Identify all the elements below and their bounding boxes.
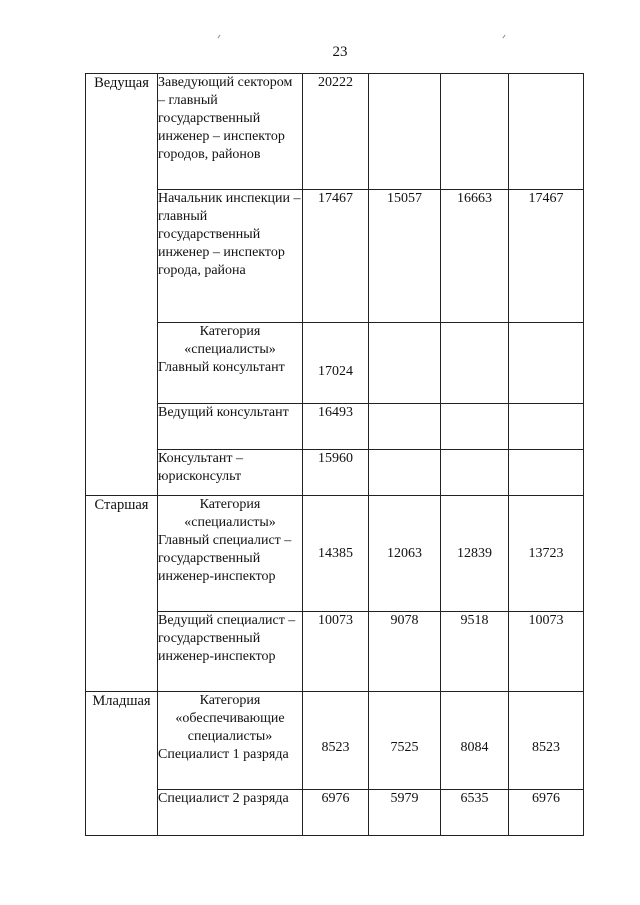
value-cell: 16493 bbox=[303, 404, 369, 450]
position-name: Главный консультант bbox=[158, 360, 285, 375]
value-cell: 6976 bbox=[509, 790, 584, 836]
value-cell: 13723 bbox=[509, 496, 584, 612]
value-cell: 15960 bbox=[303, 450, 369, 496]
salary-table bbox=[85, 73, 584, 836]
group-cell-senior: Старшая bbox=[86, 496, 158, 692]
value-cell: 20222 bbox=[303, 74, 369, 190]
page-number: 23 bbox=[332, 44, 348, 60]
value-cell: 6976 bbox=[303, 790, 369, 836]
value-cell: 17467 bbox=[303, 190, 369, 323]
value-cell: 14385 bbox=[303, 496, 369, 612]
value-cell: 6535 bbox=[441, 790, 509, 836]
table-row bbox=[86, 404, 584, 450]
position-name: Специалист 1 разряда bbox=[158, 747, 289, 762]
value-cell: 10073 bbox=[303, 612, 369, 692]
value-cell bbox=[509, 450, 584, 496]
table-row bbox=[86, 496, 584, 612]
category-label: Категория «специалисты» bbox=[184, 497, 276, 530]
value-cell: 7525 bbox=[369, 692, 441, 790]
table-row bbox=[86, 74, 584, 190]
value-cell bbox=[369, 323, 441, 404]
table-row bbox=[86, 450, 584, 496]
value-cell: 8523 bbox=[303, 692, 369, 790]
position-cell: Ведущий специалист – государственный инженер-инспектор bbox=[158, 612, 303, 692]
value-cell: 16663 bbox=[441, 190, 509, 323]
position-cell: Консультант – юрисконсульт bbox=[158, 450, 303, 496]
category-label: Категория «специалисты» bbox=[184, 324, 276, 357]
position-cell: Специалист 2 разряда bbox=[158, 790, 303, 836]
value-cell bbox=[441, 74, 509, 190]
position-cell: Заведующий сектором – главный государственный инженер – инспектор городов, районов bbox=[158, 74, 303, 190]
value-cell: 9078 bbox=[369, 612, 441, 692]
position-name: Главный специалист – государственный инженер-инспектор bbox=[158, 533, 292, 584]
value-cell bbox=[441, 323, 509, 404]
table-row bbox=[86, 323, 584, 404]
table-row bbox=[86, 790, 584, 836]
value-cell: 8523 bbox=[509, 692, 584, 790]
position-cell bbox=[158, 692, 303, 790]
position-cell bbox=[158, 496, 303, 612]
category-label: Категория «обеспечивающие специалисты» bbox=[175, 693, 285, 744]
position-cell: Начальник инспекции – главный государственный инженер – инспектор города, района bbox=[158, 190, 303, 323]
value-cell: 8084 bbox=[441, 692, 509, 790]
group-cell-leading: Ведущая bbox=[86, 74, 158, 496]
value-cell: 17467 bbox=[509, 190, 584, 323]
value-cell bbox=[509, 74, 584, 190]
position-cell: Ведущий консультант bbox=[158, 404, 303, 450]
table-row bbox=[86, 692, 584, 790]
value-cell: 12839 bbox=[441, 496, 509, 612]
value-cell: 15057 bbox=[369, 190, 441, 323]
table-row bbox=[86, 612, 584, 692]
value-cell bbox=[441, 404, 509, 450]
group-cell-junior: Младшая bbox=[86, 692, 158, 836]
value-cell bbox=[509, 323, 584, 404]
value-cell bbox=[369, 450, 441, 496]
value-cell: 9518 bbox=[441, 612, 509, 692]
value-cell: 10073 bbox=[509, 612, 584, 692]
value-cell bbox=[441, 450, 509, 496]
table-row bbox=[86, 190, 584, 323]
value-cell bbox=[509, 404, 584, 450]
value-cell bbox=[369, 404, 441, 450]
value-cell: 5979 bbox=[369, 790, 441, 836]
scan-mark bbox=[502, 35, 505, 39]
position-cell bbox=[158, 323, 303, 404]
value-cell: 12063 bbox=[369, 496, 441, 612]
value-cell bbox=[369, 74, 441, 190]
scan-mark bbox=[217, 35, 220, 39]
value-cell: 17024 bbox=[303, 323, 369, 404]
